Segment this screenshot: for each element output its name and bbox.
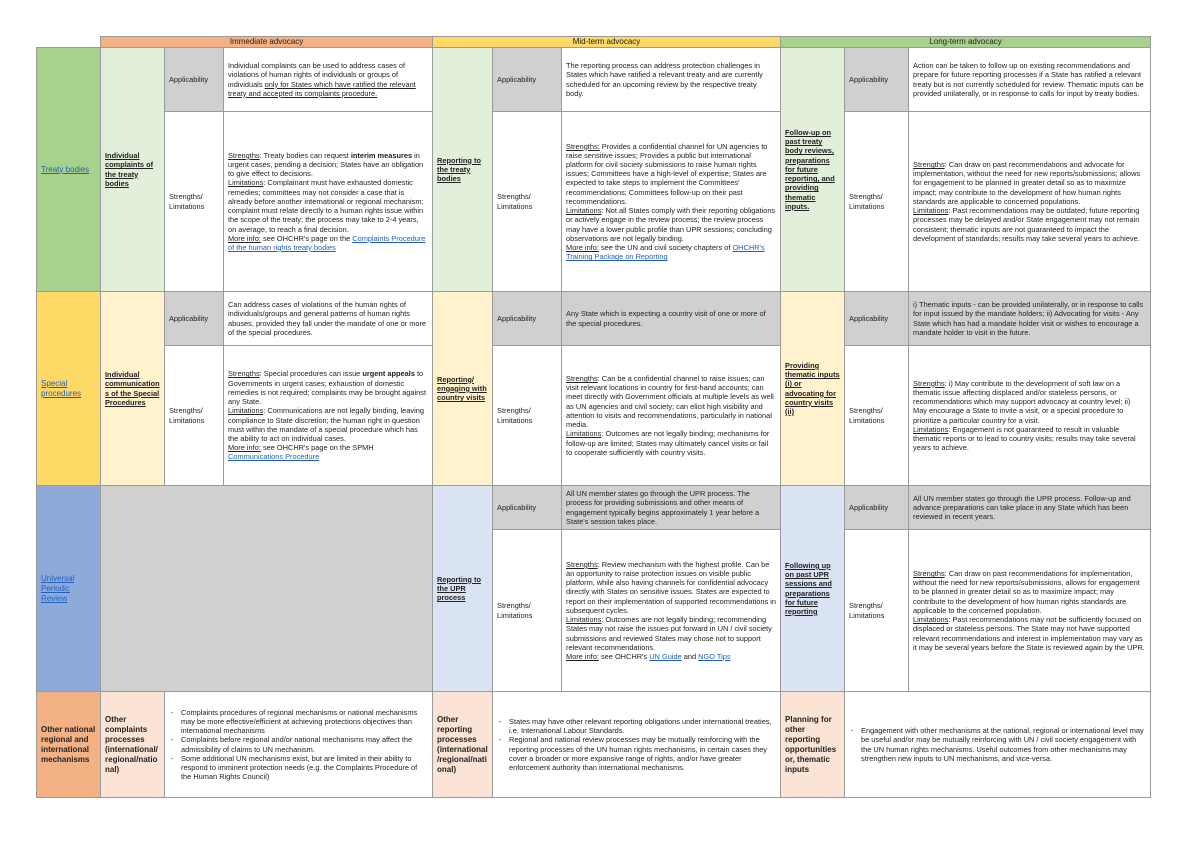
special-immediate-strengths-label: Strengths/ Limitations (165, 346, 224, 486)
link-un-guide[interactable]: UN Guide (649, 651, 682, 661)
treaty-long-applicability-label: Applicability (845, 48, 909, 112)
list-item: - Engagement with other mechanisms at the national, regional or international level may be useful and/or may be mutually reinforcing with UN / civil society engagement with the UN human rights mechanisms. Useful outcomes from other mechanisms may strengthen new inputs to UN mechanisms, and vice-versa. (861, 726, 1146, 763)
special-long-strengths: Strengths: i) May contribute to the development of soft law on a thematic issue affecting displaced and/or stateless persons, or recommendations which may support advocacy at country level; ii) May encourage a State to invite a visit, or a special procedure to prioritize a particular country for a visit. Limitations: Engagement is not guaranteed to result in valuable thematic reports or to lead to country visits; results may take several years to achieve. (909, 346, 1151, 486)
header-corner (37, 37, 101, 48)
other-mid-items (493, 692, 781, 798)
list-item: - Complaints before regional and/or national mechanisms may affect the admissibility of claims to UN mechanism. (181, 735, 428, 753)
list-item: - Complaints procedures of regional mechanisms or national mechanisms may be more effective/efficient at achieving protections objectives than international mechanisms (181, 708, 428, 736)
treaty-immediate-applicability: Individual complaints can be used to address cases of violations of human rights of individuals or groups of individuals only for States which have ratified the relevant treaty and accepted its complaints procedure. (224, 48, 433, 112)
treaty-long-strengths: Strengths: Can draw on past recommendations and advocate for implementation, without the need for new reports/submissions; allows for engagement to be planned in greater detail so as to maximize impact; may contribute to the development of how human rights standards are applicable to concerned populations. Limitations: Past recommendations may be outdated; future reporting processes may be delayed and/or State engagement may not remain consistent; thematic inputs are not guaranteed to impact the development of standards; results may take several years to achieve. (909, 112, 1151, 292)
treaty-mid-strengths-label: Strengths/ Limitations (493, 112, 562, 292)
row-name-treaty[interactable]: Treaty bodies (37, 48, 101, 292)
link-communications-procedure[interactable]: Communications Procedure (228, 452, 320, 462)
upr-immediate-empty (101, 486, 433, 692)
treaty-long-strengths-label: Strengths/ Limitations (845, 112, 909, 292)
special-strengths-row (37, 346, 1151, 486)
special-long-applicability-label: Applicability (845, 292, 909, 346)
special-immediate-mechanism: Individual communications of the Special Procedures (101, 292, 165, 486)
other-long-items (845, 692, 1151, 798)
header-long: Long-term advocacy (781, 37, 1151, 48)
header-mid: Mid-term advocacy (433, 37, 781, 48)
other-row (37, 692, 1151, 798)
advocacy-table (36, 36, 1151, 798)
list-item: - Some additional UN mechanisms exist, but are limited in their ability to respond to imminent protection needs (e.g. the Complaints Procedure of the Human Rights Council) (181, 754, 428, 782)
special-mid-applicability-label: Applicability (493, 292, 562, 346)
header-immediate: Immediate advocacy (101, 37, 433, 48)
treaty-mid-mechanism: Reporting to the treaty bodies (433, 48, 493, 292)
upr-mid-strengths-label: Strengths/ Limitations (493, 530, 562, 692)
treaty-immediate-strengths: Strengths: Treaty bodies can request interim measures in urgent cases, pending a decision; States have an obligation to give effect to decisions. Limitations: Complainant must have exhausted domestic remedies; committees may not consider a case that is already before another international or regional mechanism; complaint must relate directly to a human rights issue within the scope of the treaty; the process may take to 2-4 years, on average, to reach a final decision. More info: see OHCHR's page on the Complaints Procedure of the human rights treaty bodies (224, 112, 433, 292)
upr-long-applicability-label: Applicability (845, 486, 909, 530)
special-immediate-applicability: Can address cases of violations of the human rights of individuals/groups and general patterns of human rights abuses, provided they fall under the mandate of one or more of the special procedures. (224, 292, 433, 346)
link-training-package[interactable]: OHCHR's Training Package on Reporting (566, 242, 765, 262)
upr-applicability-row (37, 486, 1151, 530)
upr-long-mechanism: Following up on past UPR sessions and preparations for future reporting (781, 486, 845, 692)
special-immediate-strengths: Strengths: Special procedures can issue urgent appeals to Governments in urgent cases; exhaustion of domestic remedies is not required; complaints may be brought against any State. Limitations: Communications are not legally binding, leaving compliance to State discretion; the human right in question must within the mandate of a special procedure which has the ability to act on individual cases. More info: see OHCHR's page on the SPMH Communications Procedure (224, 346, 433, 486)
upr-long-strengths: Strengths: Can draw on past recommendations for implementation, without the need for new reports/submissions, allows for engagement to be planned in greater detail so as to maximize impact; may contribute to the development of how human rights standards are applicable to the concerned population. Limitations: Past recommendations may not be sufficiently focused on displaced or stateless persons. The State may not have supported relevant recommendations and interest in implementation may vary as it may be several years before the State is reviewed again by the UPR. (909, 530, 1151, 692)
treaty-long-mechanism: Follow-up on past treaty body reviews, preparations for future reporting, and providing thematic inputs. (781, 48, 845, 292)
row-name-upr[interactable]: Universal Periodic Review (37, 486, 101, 692)
treaty-mid-applicability: The reporting process can address protection challenges in States which have ratified a relevant treaty and are currently scheduled for an upcoming review by the respective treaty body. (562, 48, 781, 112)
header-row (37, 37, 1151, 48)
other-immediate-items (165, 692, 433, 798)
upr-mid-applicability-label: Applicability (493, 486, 562, 530)
row-name-special[interactable]: Special procedures (37, 292, 101, 486)
advocacy-table-sheet (36, 36, 1150, 798)
treaty-immediate-mechanism: Individual complaints of the treaty bodies (101, 48, 165, 292)
upr-mid-applicability: All UN member states go through the UPR process. The process for providing submissions and other means of engagement typically begins approximately 1 year before a State's session takes place. (562, 486, 781, 530)
other-immediate-mechanism: Other complaints processes (international/regional/national) (101, 692, 165, 798)
treaty-immediate-strengths-label: Strengths/ Limitations (165, 112, 224, 292)
special-mid-mechanism: Reporting/ engaging with country visits (433, 292, 493, 486)
special-long-mechanism: Providing thematic inputs (i) or advocating for country visits (ii) (781, 292, 845, 486)
treaty-long-applicability: Action can be taken to follow up on existing recommendations and prepare for future reporting processes if a State has ratified a relevant treaty but is not currently scheduled for review. Thematic inputs can be provided unilaterally, or in response to calls for input by treaty bodies. (909, 48, 1151, 112)
upr-mid-strengths: Strengths: Review mechanism with the highest profile. Can be an opportunity to raise protection issues on visible public platform, while also having channels for confidential advocacy directly with States on sensitive issues. States are expected to report on their implementation of supported recommendations in subsequent cycles. Limitations: Outcomes are not legally binding; recommending States may not raise the issues put forward in UN / civil society submissions and reviewed States may chose not to support relevant recommendations. More info: see OHCHR's UN Guide and NGO Tips (562, 530, 781, 692)
list-item: - States may have other relevant reporting obligations under international treaties, i.e. International Labour Standards. (509, 717, 776, 735)
special-mid-strengths-label: Strengths/ Limitations (493, 346, 562, 486)
link-ngo-tips[interactable]: NGO Tips (698, 651, 731, 661)
treaty-mid-applicability-label: Applicability (493, 48, 562, 112)
upr-mid-mechanism: Reporting to the UPR process (433, 486, 493, 692)
special-mid-applicability: Any State which is expecting a country visit of one or more of the special procedures. (562, 292, 781, 346)
upr-long-applicability: All UN member states go through the UPR process. Follow-up and advance preparations can take place in any State which has been reviewed in recent years. (909, 486, 1151, 530)
link-complaints-procedure[interactable]: Complaints Procedure of the human rights treaty bodies (228, 233, 426, 252)
treaty-strengths-row (37, 112, 1151, 292)
special-long-applicability: i) Thematic inputs - can be provided unilaterally, or in response to calls for input issued by the mandate holders; ii) Advocating for visits - Any State which has had a mandate holder visit or wishes to encourage a mandate holder to visit in the future. (909, 292, 1151, 346)
treaty-applicability-row (37, 48, 1151, 112)
list-item: - Regional and national review processes may be mutually reinforcing with the reporting processes of the UN human rights mechanisms, in certain cases they cover a broader or more expansive range of rights, and/or have greater enforcement authority than international mechanisms. (509, 735, 776, 772)
special-applicability-row (37, 292, 1151, 346)
row-name-other: Other national regional and international mechanisms (37, 692, 101, 798)
special-long-strengths-label: Strengths/ Limitations (845, 346, 909, 486)
upr-long-strengths-label: Strengths/ Limitations (845, 530, 909, 692)
other-mid-mechanism: Other reporting processes (international/regional/national) (433, 692, 493, 798)
other-long-mechanism: Planning for other reporting opportunities or, thematic inputs (781, 692, 845, 798)
treaty-immediate-applicability-label: Applicability (165, 48, 224, 112)
special-immediate-applicability-label: Applicability (165, 292, 224, 346)
special-mid-strengths: Strengths: Can be a confidential channel to raise issues; can visit relevant locations in country for first-hand accounts; can meet directly with Government officials at multiple levels as well as UN agencies and civil society; can elicit high visibility and attention to visits and recommendations, particularly in national media. Limitations: Outcomes are not legally binding; mechanisms for follow-up are limited; States may ultimately cancel visits or fail to cooperate sufficiently with country visits. (562, 346, 781, 486)
treaty-mid-strengths: Strengths: Provides a confidential channel for UN agencies to raise sensitive issues; Provides a public but international platform for civil society submissions to raise human rights issues; Committees have a high-level of expertise; States are expected to take steps to implement the Committees' recommendations; Committees follow-up on their past recommendations. Limitations: Not all States comply with their reporting obligations or actively engage in the review process; the review process may have a lower public profile than UPR sessions; concluding observations are not legally binding. More info: see the UN and civil society chapters of OHCHR's Training Package on Reporting (562, 112, 781, 292)
